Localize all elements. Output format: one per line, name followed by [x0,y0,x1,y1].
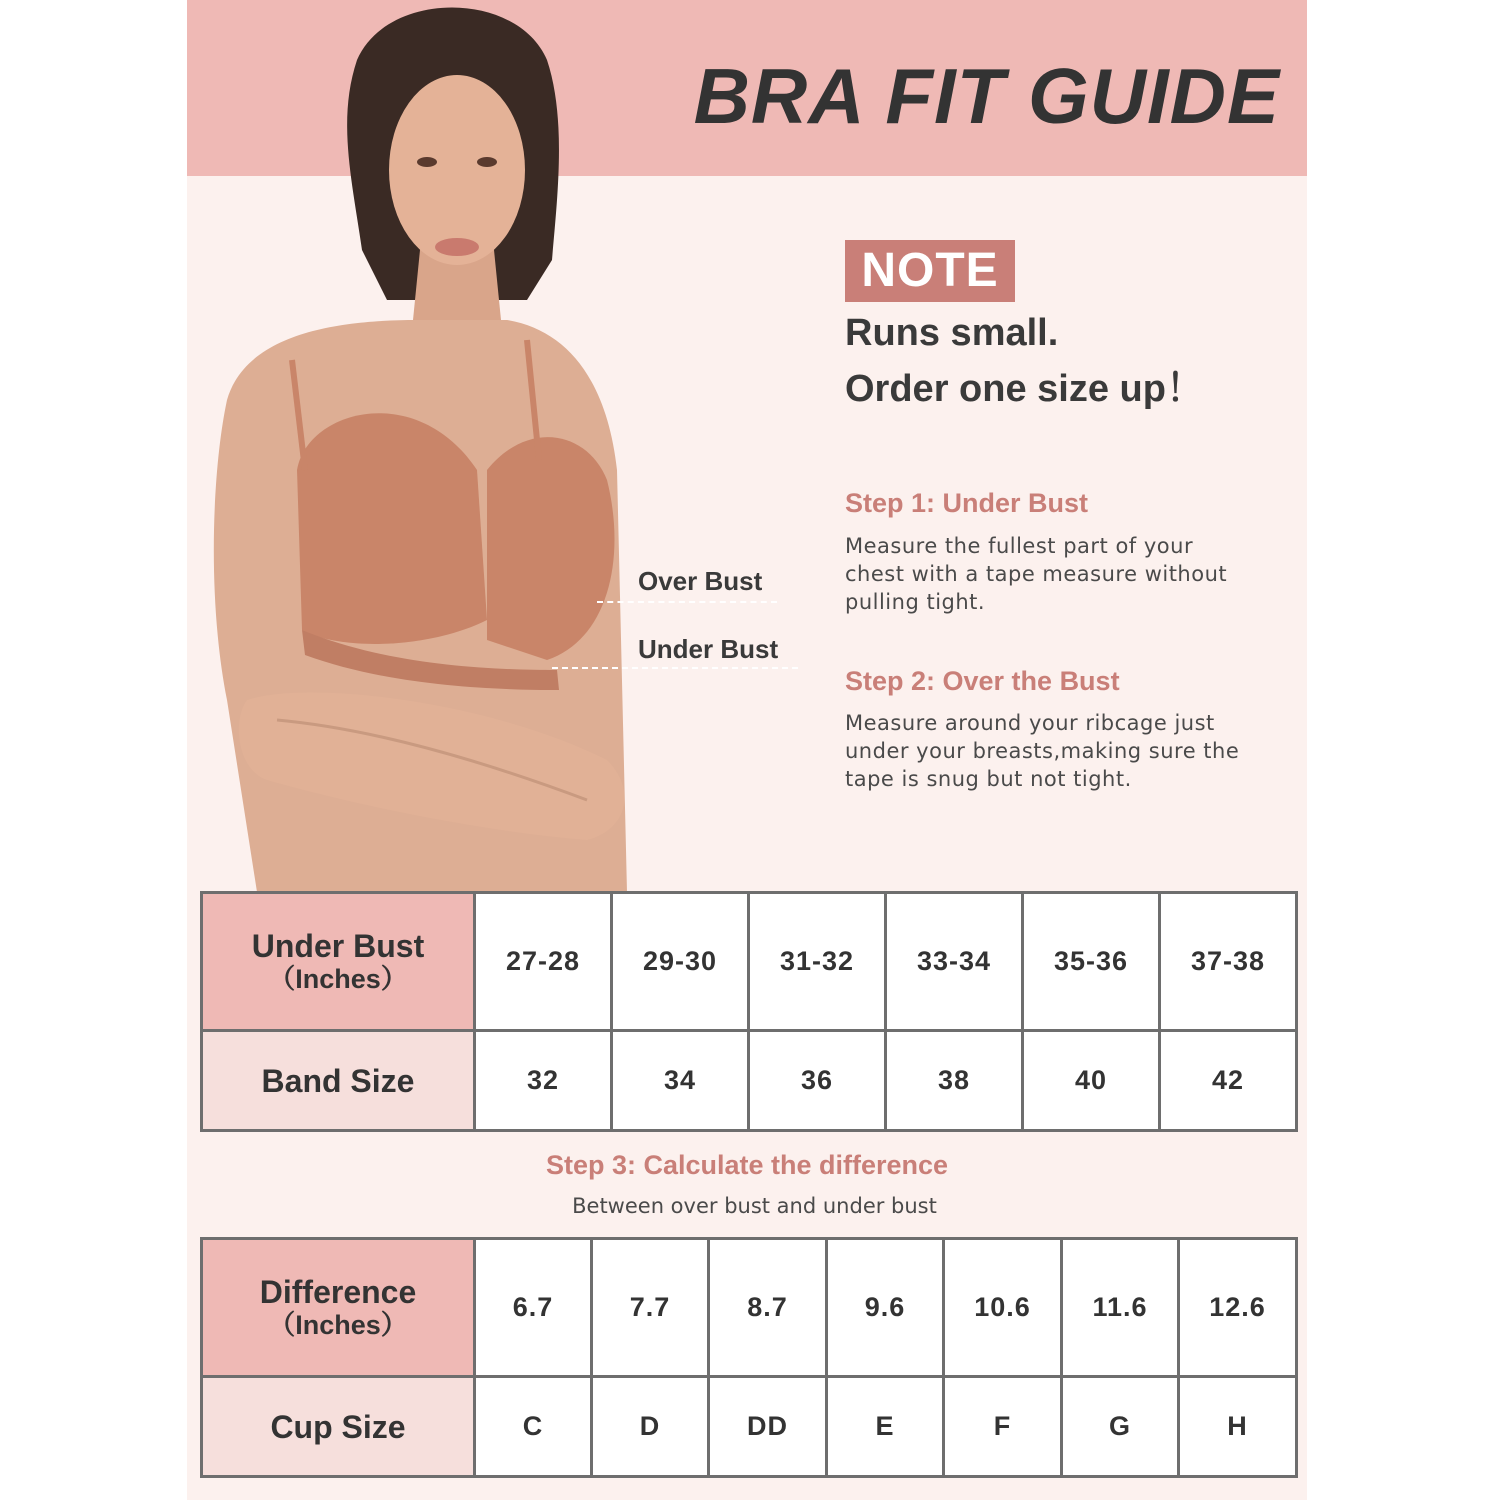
band-size-value: 40 [1023,1031,1160,1131]
difference-label: Difference [259,1273,417,1310]
cup-size-table [200,1237,1298,1478]
note-badge: NOTE [845,240,1015,302]
over-bust-callout: Over Bust [638,566,763,596]
note-line-1: Runs small. [845,312,1059,354]
difference-value: 6.7 [475,1239,592,1377]
step-2-description: Measure around your ribcage just under your breasts,making sure the tape is snug but not tight. [845,711,1240,791]
step-3-title: Step 3: Calculate the difference [545,1150,949,1180]
band-size-row [202,1031,1297,1131]
note-line-2: Order one size up！ [845,368,1204,410]
cup-size-value: E [827,1377,944,1477]
band-size-value: 32 [475,1031,612,1131]
difference-value: 12.6 [1179,1239,1297,1377]
under-bust-line [552,667,798,669]
cup-size-value: DD [709,1377,827,1477]
difference-value: 7.7 [592,1239,709,1377]
step-3-subtitle: Between over bust and under bust [572,1194,937,1218]
band-size-value: 36 [749,1031,886,1131]
band-size-value: 38 [886,1031,1023,1131]
band-size-label: Band Size [261,1062,415,1099]
difference-value: 8.7 [709,1239,827,1377]
under-bust-header [202,893,475,1031]
band-size-table [200,891,1298,1132]
under-bust-label: Under Bust [251,927,425,964]
difference-value: 9.6 [827,1239,944,1377]
under-bust-value: 37-38 [1160,893,1297,1031]
under-bust-unit: （Inches） [268,963,408,994]
page-title: BRA FIT GUIDE [693,52,1280,140]
difference-header [202,1239,475,1377]
cup-size-value: D [592,1377,709,1477]
over-bust-line [597,601,777,603]
band-size-value: 34 [612,1031,749,1131]
step-2-title: Step 2: Over the Bust [845,666,1120,696]
cup-size-value: H [1179,1377,1297,1477]
under-bust-value: 29-30 [612,893,749,1031]
under-bust-callout: Under Bust [638,634,779,664]
cup-size-label: Cup Size [270,1408,406,1445]
difference-value: 10.6 [944,1239,1062,1377]
difference-value: 11.6 [1062,1239,1179,1377]
difference-row [202,1239,1297,1377]
cup-size-value: G [1062,1377,1179,1477]
step-1-description: Measure the fullest part of your chest with a tape measure without pulling tight. [845,534,1228,614]
cup-size-row [202,1377,1297,1477]
band-size-value: 42 [1160,1031,1297,1131]
difference-unit: （Inches） [268,1309,408,1340]
under-bust-value: 27-28 [475,893,612,1031]
step-1-title: Step 1: Under Bust [845,488,1089,518]
cup-size-value: F [944,1377,1062,1477]
under-bust-value: 31-32 [749,893,886,1031]
under-bust-row [202,893,1297,1031]
cup-size-value: C [475,1377,592,1477]
cup-size-header [202,1377,475,1477]
band-size-header [202,1031,475,1131]
under-bust-value: 35-36 [1023,893,1160,1031]
under-bust-value: 33-34 [886,893,1023,1031]
